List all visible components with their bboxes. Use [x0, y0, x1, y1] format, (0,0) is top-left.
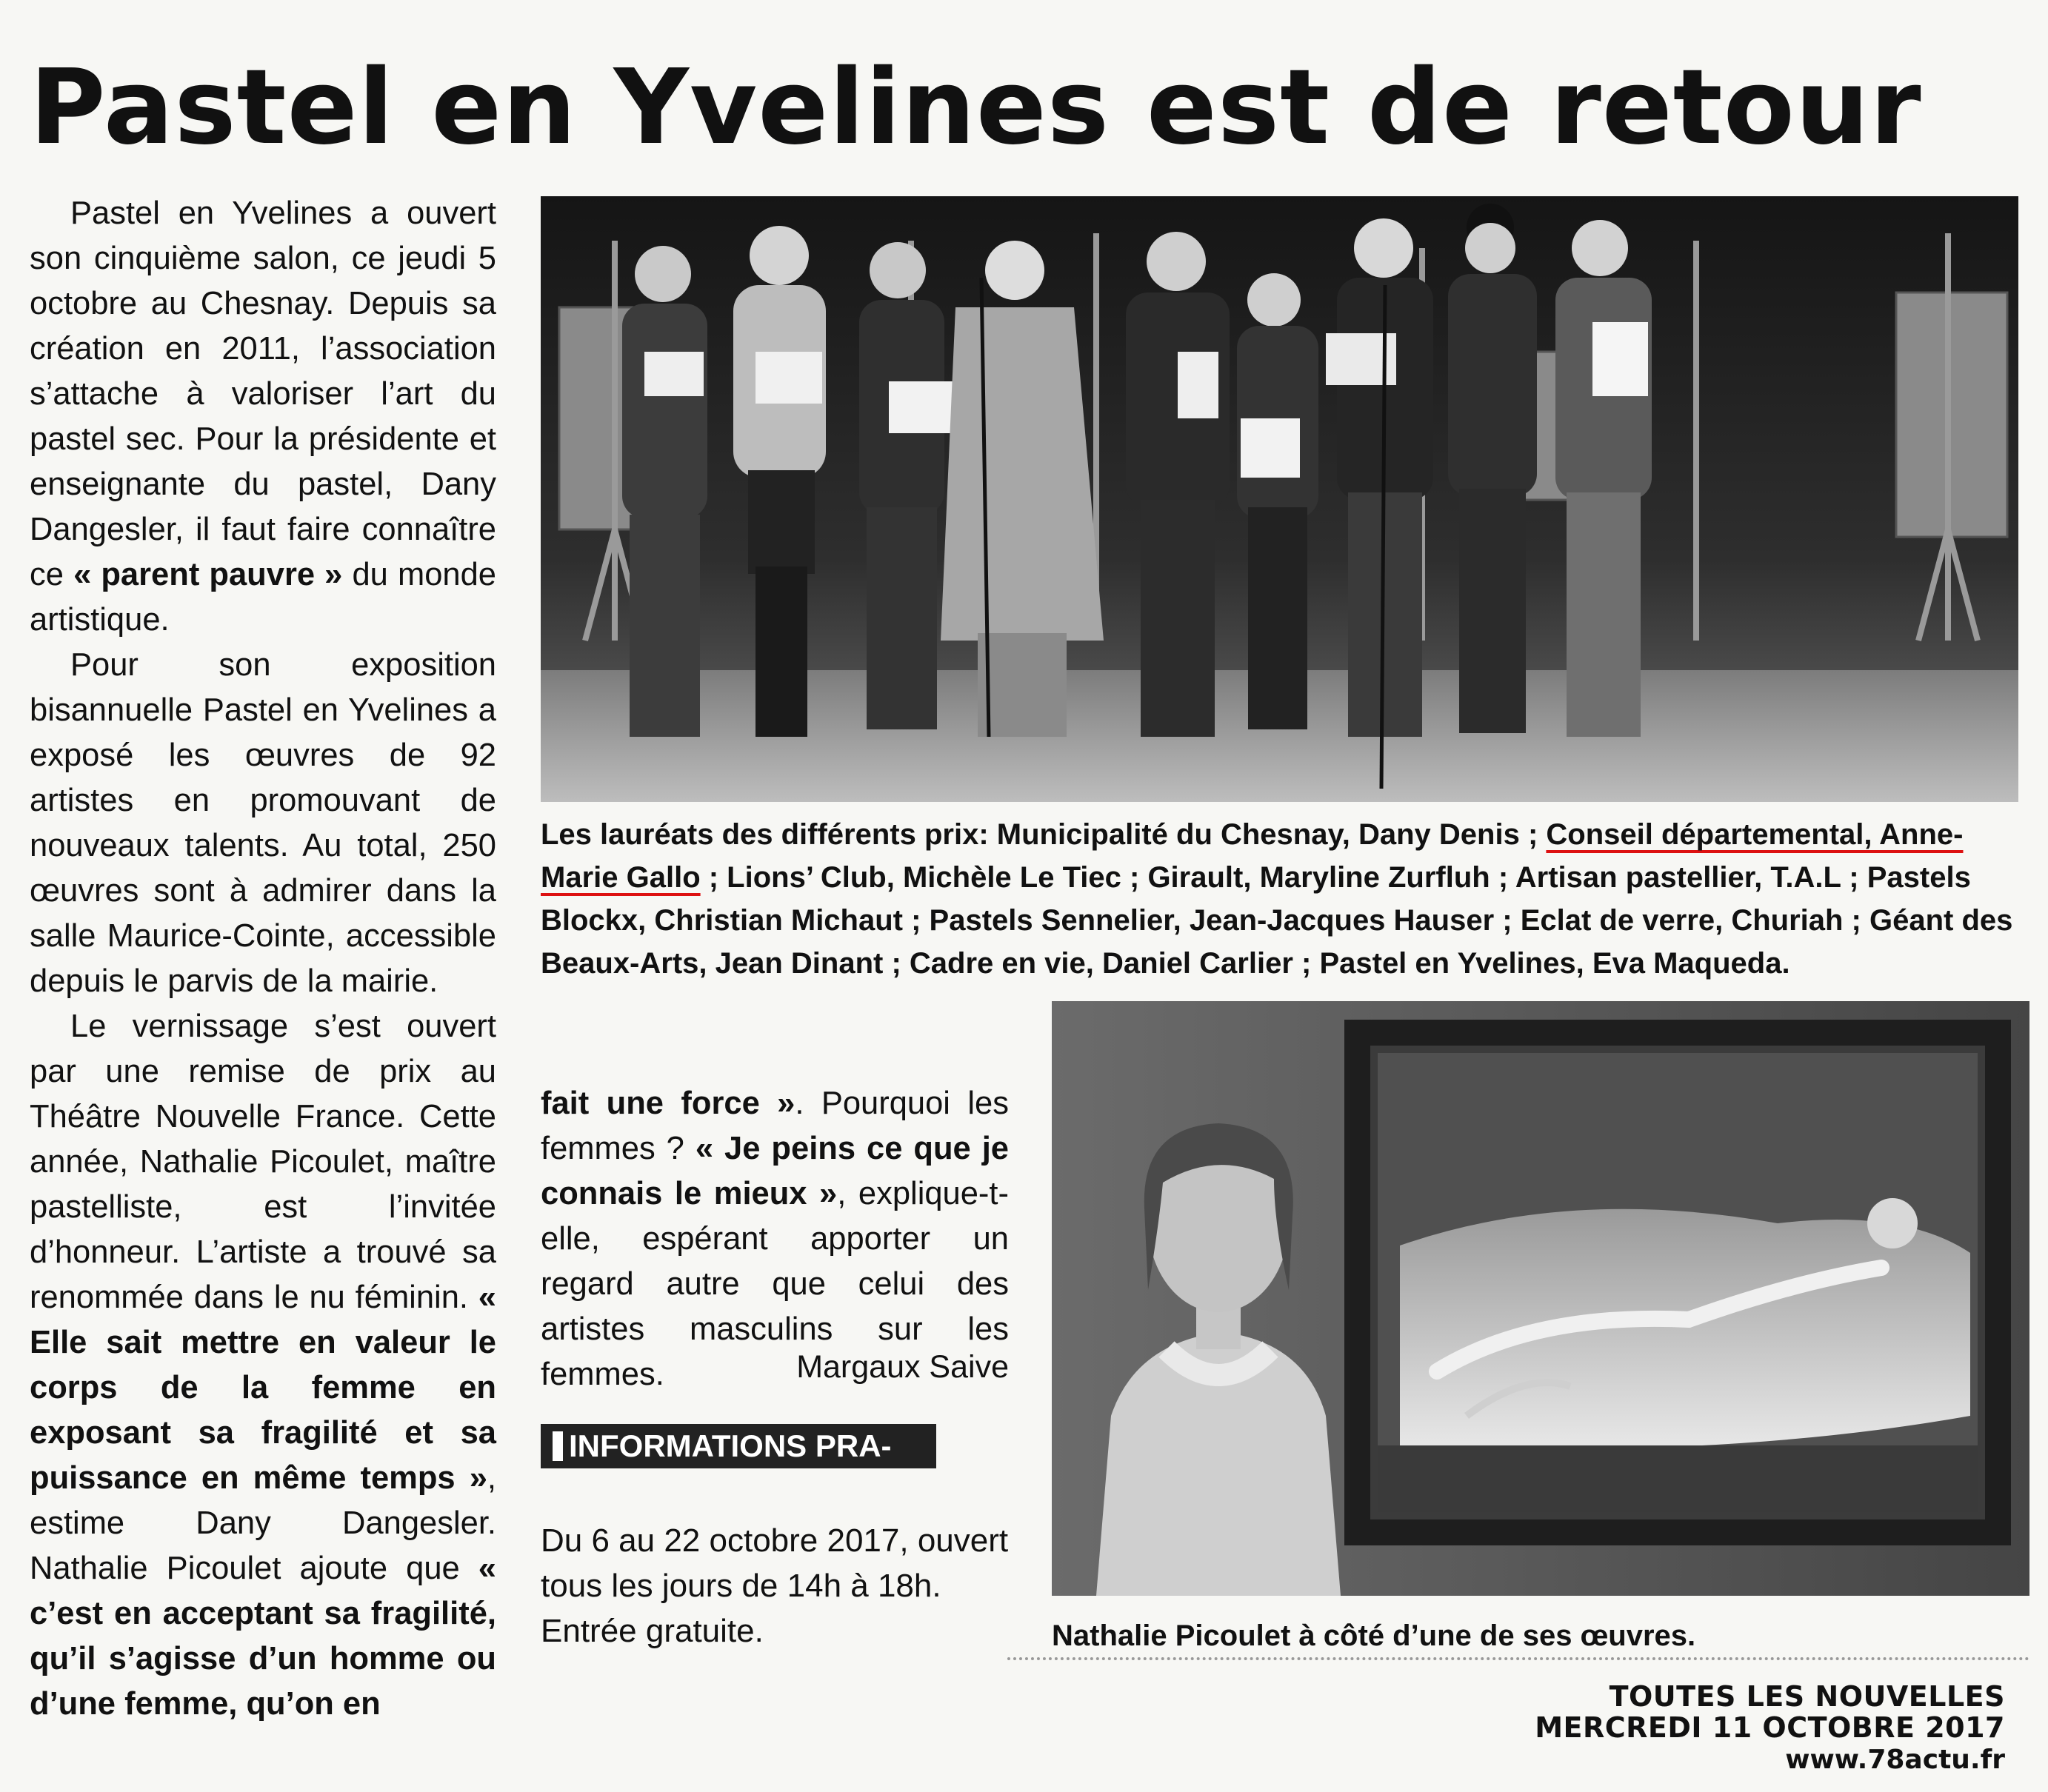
- publication-website: www.78actu.fr: [1785, 1745, 2005, 1775]
- practical-info-text: Du 6 au 22 octobre 2017, ouvert tous les jours de 14h à 18h. Entrée gratuite.: [541, 1522, 1009, 1649]
- info-title: INFORMATIONS PRA-: [569, 1428, 892, 1463]
- continuation-text: . Pourquoi les femmes ?: [541, 1086, 1009, 1166]
- divider: [1007, 1657, 2029, 1660]
- portrait-photo: [1052, 1001, 2029, 1596]
- caption-before: Les lauréats des différents prix: Municipalité du Chesnay, Dany Denis ;: [541, 818, 1538, 851]
- info-section-header: [541, 1424, 936, 1468]
- paragraph-intro: [30, 191, 496, 643]
- left-column: [30, 191, 496, 1727]
- publication-name: TOUTES LES NOUVELLES: [1609, 1680, 2005, 1713]
- ceremony-photo: [541, 196, 2018, 802]
- caption-underlined: Conseil départemental, Anne-Marie Gallo: [541, 818, 1964, 894]
- caption-after: ; Lions’ Club, Michèle Le Tiec ; Girault, Maryline Zurfluh ; Artisan pastellier, T.A.L ; Pastels Blockx, Christian Michaut ; Pastels Sennelier, Jean-Jacques Hauser ; Eclat de verre, Churiah ; Géant des Beaux-Arts, Jean Dinant ; Cadre en vie, Daniel Carlier ; Pastel en Yvelines, Eva Maqueda.: [541, 861, 2013, 980]
- continuation-bold: fait une force »: [541, 1086, 795, 1121]
- publication-date: MERCREDI 11 OCTOBRE 2017: [1535, 1711, 2005, 1744]
- headline: Pastel en Yvelines est de retour: [30, 47, 1922, 168]
- intro-text: Pastel en Yvelines a ouvert son cinquième salon, ce jeudi 5 octobre au Chesnay. Depuis sa création en 2011, l’association s’attache à valoriser l’art du pastel sec. Pour la présidente et enseignante du pastel, Dany Dangesler, il faut faire connaître ce: [30, 195, 496, 592]
- portrait-caption: Nathalie Picoulet à côté d’une de ses œuvres.: [1052, 1619, 1696, 1652]
- author-byline: Margaux Saive: [796, 1349, 1009, 1385]
- continuation-end: , explique-t-elle, espérant apporter un regard autre que celui des artistes masculins sur les femmes.: [541, 1176, 1009, 1392]
- vernissage-bold-quote: « Elle sait mettre en valeur le corps de la femme en exposant sa fragilité et sa puissance en même temps »: [30, 1280, 496, 1496]
- continuation-bold-quote: « Je peins ce que je connais le mieux »: [541, 1131, 1009, 1211]
- practical-info: [541, 1518, 1015, 1654]
- intro-bold-quote: « parent pauvre »: [73, 557, 343, 592]
- ceremony-caption: [541, 813, 2018, 985]
- intro-end: du monde artistique.: [30, 557, 496, 638]
- paragraph-vernissage: [30, 1004, 496, 1727]
- paragraph-exposition: Pour son exposition bisannuelle Pastel en Yvelines a exposé les œuvres de 92 artistes en promouvant de nouveaux talents. Au total, 250 œuvres sont à admirer dans la salle Maurice-Cointe, accessible depuis le parvis de la mairie.: [30, 647, 496, 999]
- footer: [1535, 1681, 2005, 1777]
- vernissage-end: , estime Dany Dangesler. Nathalie Picoulet ajoute que: [30, 1460, 496, 1586]
- square-bullet-icon: [553, 1431, 563, 1461]
- vernissage-text: Le vernissage s’est ouvert par une remise de prix au Théâtre Nouvelle France. Cette année, Nathalie Picoulet, maître pastelliste, est l’invitée d’honneur. L’artiste a trouvé sa renommée dans le nu féminin.: [30, 1009, 496, 1315]
- vernissage-bold-quote-2: « c’est en acceptant sa fragilité, qu’il s’agisse d’un homme ou d’une femme, qu’on en: [30, 1551, 496, 1722]
